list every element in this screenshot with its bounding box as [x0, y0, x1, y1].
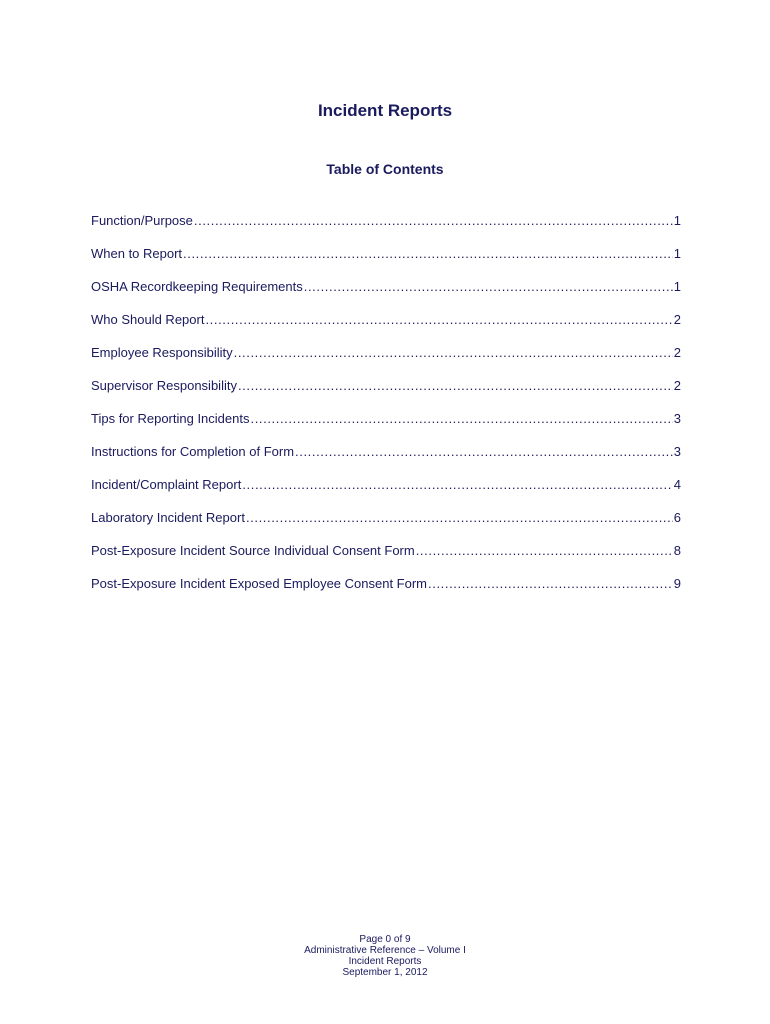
toc-entry-label: Incident/Complaint Report — [91, 477, 242, 492]
page-footer — [0, 934, 770, 978]
toc-leader-dots — [295, 444, 673, 460]
toc-entry-label: OSHA Recordkeeping Requirements — [91, 279, 303, 294]
toc-entry-osha-recordkeeping[interactable] — [91, 279, 681, 312]
toc-entry-page: 6 — [673, 510, 681, 525]
toc-entry-page: 1 — [673, 213, 681, 228]
toc-entry-employee-responsibility[interactable] — [91, 345, 681, 378]
toc-entry-label: Post-Exposure Incident Source Individual Consent Form — [91, 543, 415, 558]
toc-leader-dots — [250, 411, 672, 427]
footer-date: September 1, 2012 — [342, 967, 428, 978]
toc-entry-instructions-for-completion[interactable] — [91, 444, 681, 477]
toc-leader-dots — [428, 576, 673, 592]
toc-entry-incident-complaint-report[interactable] — [91, 477, 681, 510]
document-title: Incident Reports — [317, 101, 453, 120]
toc-entry-page: 2 — [673, 345, 681, 360]
toc-entry-page: 8 — [673, 543, 681, 558]
toc-entry-label: Who Should Report — [91, 312, 205, 327]
toc-entry-label: Employee Responsibility — [91, 345, 233, 360]
toc-entry-label: When to Report — [91, 246, 183, 261]
toc-leader-dots — [183, 246, 673, 262]
toc-entry-tips-for-reporting[interactable] — [91, 411, 681, 444]
footer-page-number: Page 0 of 9 — [359, 934, 411, 945]
toc-entry-label: Post-Exposure Incident Exposed Employee Consent Form — [91, 576, 428, 591]
toc-entry-label: Function/Purpose — [91, 213, 193, 228]
toc-leader-dots — [234, 345, 673, 361]
toc-entry-label: Laboratory Incident Report — [91, 510, 245, 525]
toc-leader-dots — [242, 477, 672, 493]
toc-entry-when-to-report[interactable] — [91, 246, 681, 279]
toc-entry-label: Tips for Reporting Incidents — [91, 411, 250, 426]
toc-heading: Table of Contents — [326, 161, 444, 177]
toc-entry-page: 1 — [673, 279, 681, 294]
toc-entry-page: 2 — [673, 312, 681, 327]
toc-entry-laboratory-incident-report[interactable] — [91, 510, 681, 543]
toc-entry-page: 3 — [673, 411, 681, 426]
toc-entry-page: 3 — [673, 444, 681, 459]
toc-entry-function-purpose[interactable] — [91, 213, 681, 246]
toc-entry-page: 9 — [673, 576, 681, 591]
toc-entry-who-should-report[interactable] — [91, 312, 681, 345]
toc-leader-dots — [205, 312, 672, 328]
toc-leader-dots — [416, 543, 673, 559]
toc-entry-source-individual-consent[interactable] — [91, 543, 681, 576]
toc-entry-page: 2 — [673, 378, 681, 393]
toc-entry-label: Instructions for Completion of Form — [91, 444, 295, 459]
toc-entry-exposed-employee-consent[interactable] — [91, 576, 681, 609]
footer-section: Incident Reports — [348, 956, 422, 967]
table-of-contents — [91, 213, 681, 609]
footer-reference: Administrative Reference – Volume I — [304, 945, 466, 956]
toc-entry-page: 1 — [673, 246, 681, 261]
toc-leader-dots — [194, 213, 673, 229]
toc-leader-dots — [304, 279, 673, 295]
toc-leader-dots — [238, 378, 673, 394]
toc-leader-dots — [246, 510, 673, 526]
toc-entry-supervisor-responsibility[interactable] — [91, 378, 681, 411]
toc-entry-page: 4 — [673, 477, 681, 492]
toc-entry-label: Supervisor Responsibility — [91, 378, 237, 393]
